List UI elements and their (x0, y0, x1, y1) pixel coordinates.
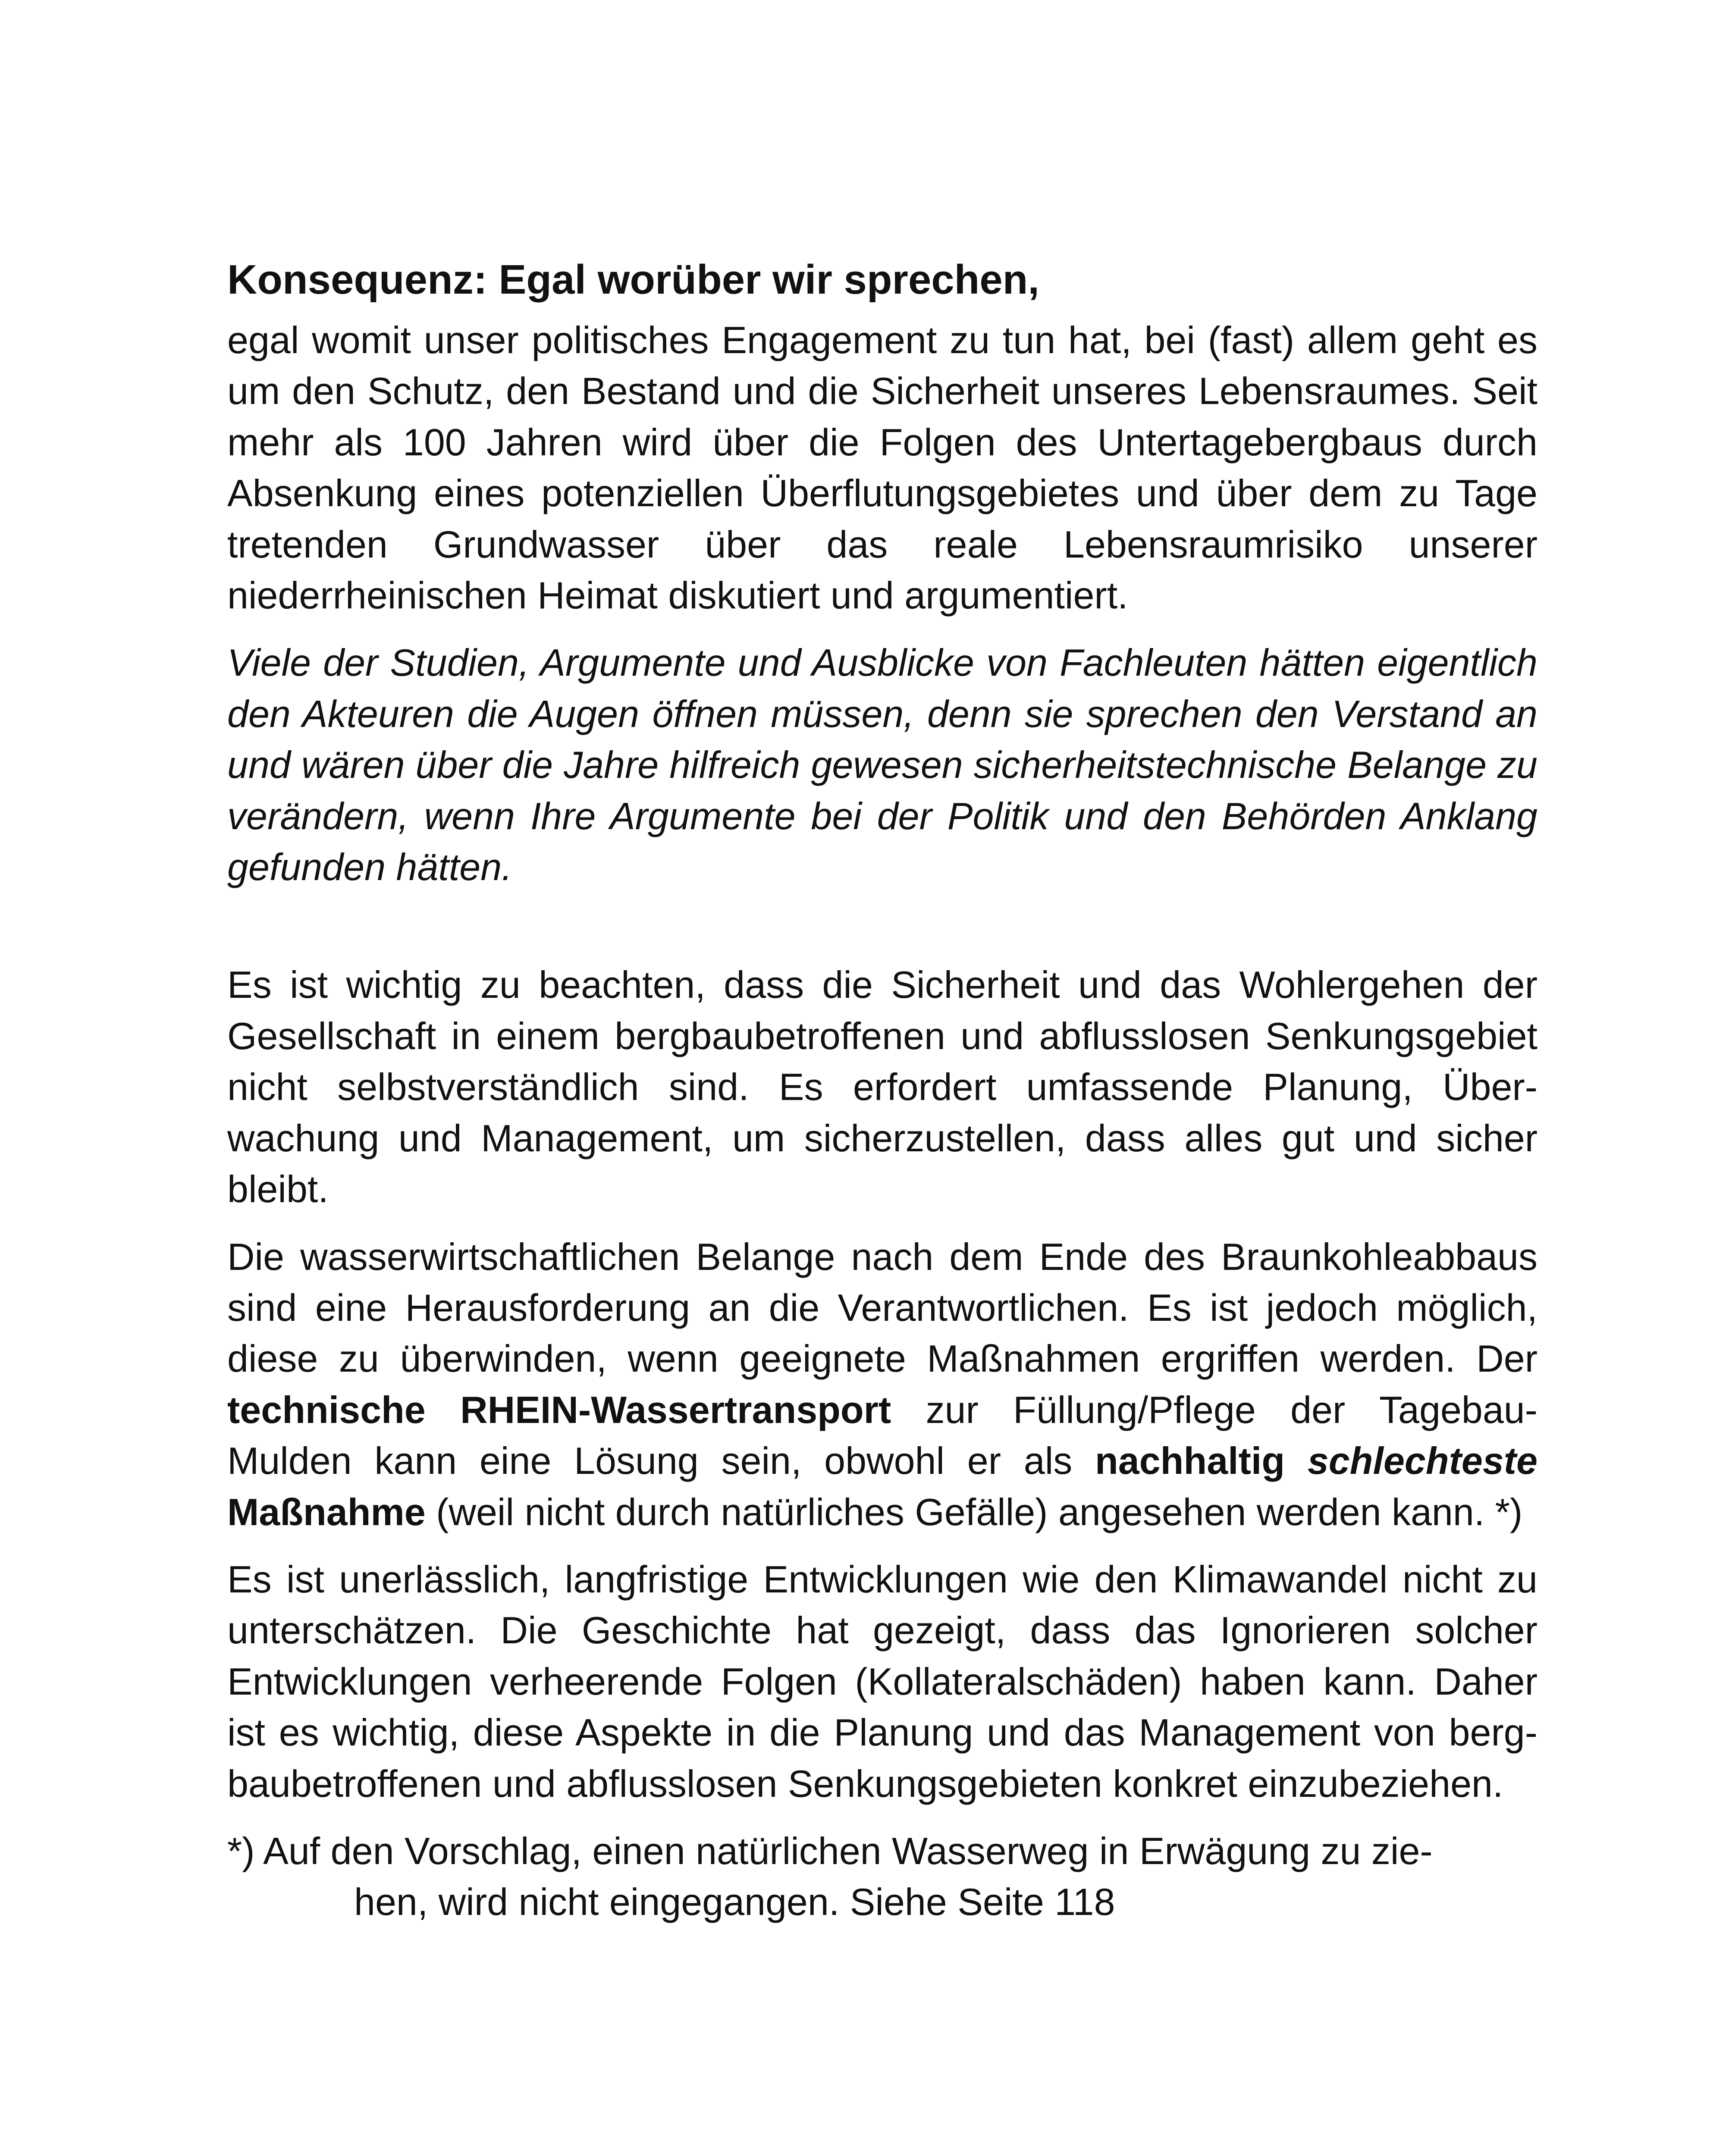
bold-rhein-transport: technische RHEIN-Wassertransport (227, 1388, 891, 1431)
bold-massnahme: Maßnahme (227, 1490, 426, 1533)
space (1285, 1439, 1308, 1482)
paragraph-water-text-3: (weil nicht durch natürliches Gefälle) angesehen werden kann. *) (425, 1490, 1523, 1533)
paragraph-safety: Es ist wichtig zu beachten, dass die Sicherheit und das Wohlergehen der Gesellschaft in einem bergbaubetroffenen und abflusslosen Senkungsgebiet nicht selbstverständlich sind. Es erfordert umfassende Planung, Überwachung und Management, um sicherzustellen, dass alles gut und sicher bleibt. (227, 963, 1537, 1211)
footnote-line-2: hen, wird nicht eingegangen. Siehe Seite 118 (354, 1880, 1115, 1924)
paragraph-italic-experts: Viele der Studien, Argumente und Ausblicke von Fachleuten hätten eigentlich den Akteuren die Augen öffnen müssen, denn sie sprechen den Verstand an und wären über die Jahre hilfreich gewesen sicherheitstechnische Belange zu verändern, wenn Ihre Argumente bei der Politik und den Behörden Anklang gefunden hätten. (227, 641, 1537, 889)
paragraph-water-text-1: Die wasserwirtschaftlichen Belange nach dem Ende des Braunkohleabbaus sind eine Herausforderung an die Verantwortlichen. Es ist jedoch möglich, diese zu überwinden, wenn geeignete Maßnahmen ergriffen werden. Der (227, 1235, 1537, 1380)
paragraph-climate: Es ist unerlässlich, langfristige Entwicklungen wie den Klimawandel nicht zu unterschätzen. Die Geschichte hat gezeigt, dass das Ignorieren solcher Entwicklungen verheerende Folgen (Kollateralschäden) haben kann. Daher ist es wichtig, diese Aspekte in die Planung und das Management von bergbaubetroffenen und abflusslosen Senkungsgebieten konkret einzubeziehen. (227, 1557, 1537, 1805)
bold-italic-schlechteste: schlechteste (1307, 1439, 1538, 1482)
bold-nachhaltig: nachhaltig (1095, 1439, 1285, 1482)
footnote (227, 1826, 1537, 1928)
paragraph-water-management (227, 1232, 1537, 1538)
footnote-line-1: *) Auf den Vorschlag, einen natürlichen Wasserweg in Erwägung zu zie- (227, 1829, 1433, 1872)
section-heading: Konsequenz: Egal worüber wir sprechen, (227, 257, 1040, 303)
paragraph-water-text-2: zur Füllung/Pflege der Tagebau-Mulden kann eine Lösung sein, obwohl er als (227, 1388, 1538, 1482)
page-content (227, 254, 1537, 1928)
paragraph-intro: egal womit unser politisches Engagement zu tun hat, bei (fast) allem geht es um den Schutz, den Bestand und die Sicherheit unseres Lebensraumes. Seit mehr als 100 Jahren wird über die Folgen des Untertagebergbaus durch Absenkung eines potenziellen Überflutungsgebietes und über dem zu Tage tretenden Grundwasser über das reale Lebensraumrisiko unserer niederrheinischen Heimat diskutiert und argumentiert. (227, 319, 1537, 617)
